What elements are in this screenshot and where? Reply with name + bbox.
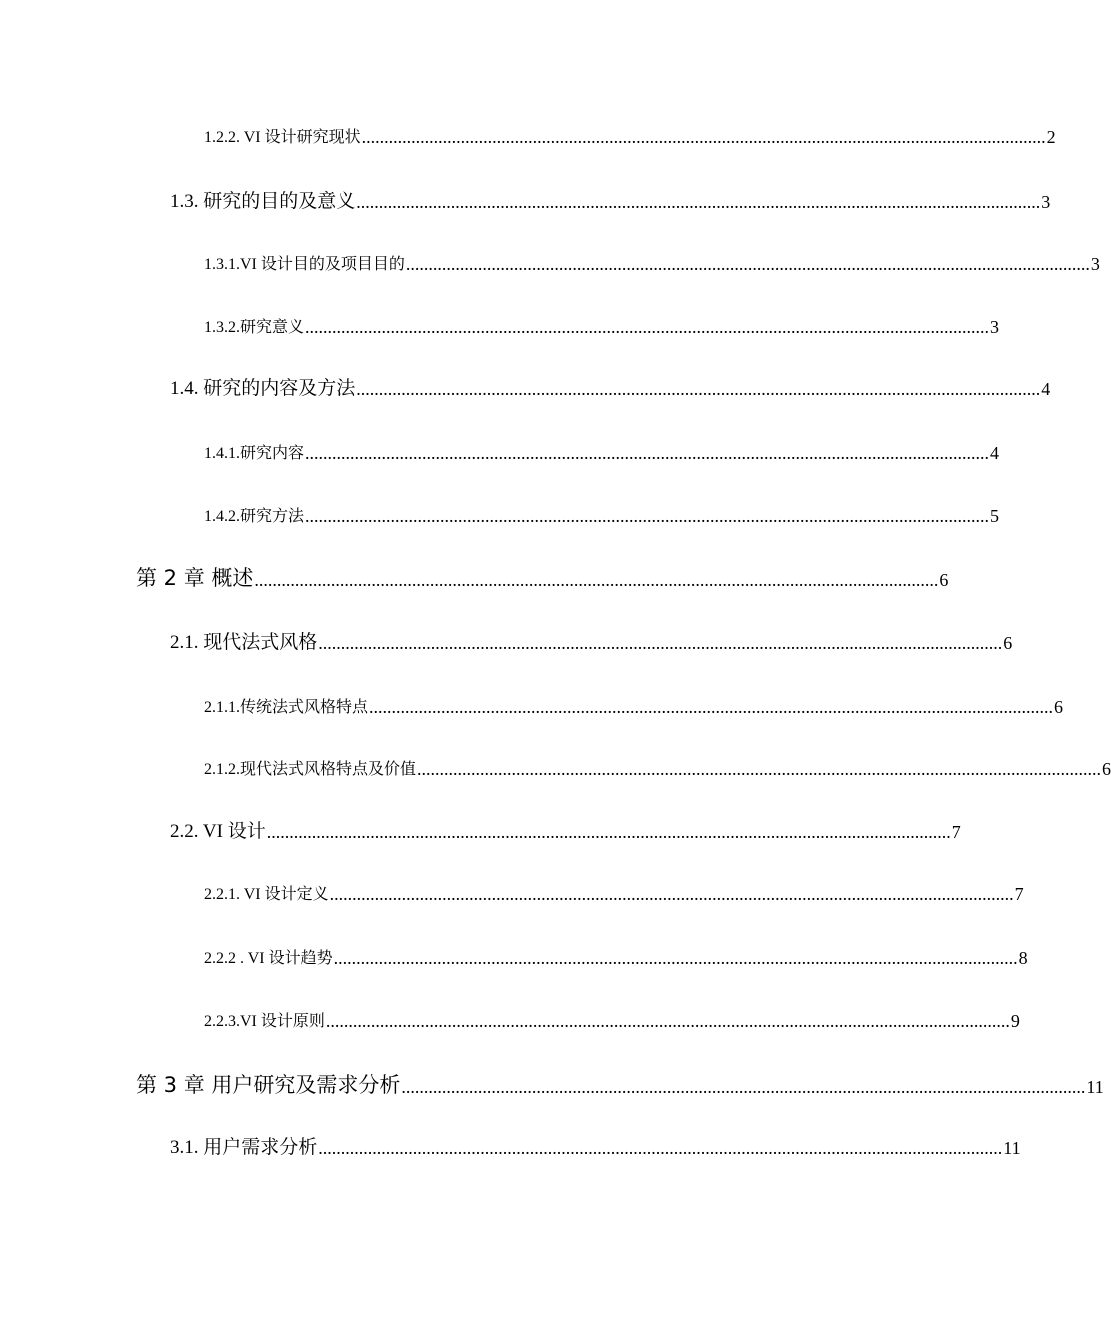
- toc-entry-1-3-1[interactable]: [204, 254, 1100, 274]
- toc-entry-page-number: 3: [1090, 254, 1100, 274]
- toc-entry-page-number: 4: [990, 443, 1000, 463]
- toc-entry-2-2-1[interactable]: [204, 884, 1024, 904]
- toc-entry-1-3[interactable]: [170, 191, 1051, 212]
- dot-leader: ........................................................................................................................................................: [254, 570, 939, 590]
- dot-leader: ........................................................................................................................................................: [318, 1138, 1003, 1158]
- toc-entry-label: 2.2.2 . VI 设计趋势: [204, 950, 333, 967]
- toc-entry-1-4-1[interactable]: [204, 443, 1000, 463]
- toc-entry-1-3-2[interactable]: [204, 317, 1000, 337]
- dot-leader: ........................................................................................................................................................: [325, 1011, 1010, 1031]
- dot-leader: ........................................................................................................................................................: [266, 822, 951, 842]
- toc-entry-label: 第 3 章 用户研究及需求分析: [136, 1073, 401, 1097]
- toc-entry-label: 1.4.2.研究方法: [204, 508, 305, 525]
- toc-entry-page-number: 6: [1054, 697, 1064, 717]
- toc-entry-2-1-2[interactable]: [204, 759, 1111, 779]
- dot-leader: ........................................................................................................................................................: [417, 759, 1102, 779]
- dot-leader: ........................................................................................................................................................: [305, 506, 990, 526]
- toc-entry-2-2[interactable]: [170, 821, 961, 842]
- dot-leader: ........................................................................................................................................................: [369, 697, 1054, 717]
- toc-entry-label: 1.2.2. VI 设计研究现状: [204, 129, 361, 146]
- toc-entry-page-number: 11: [1086, 1077, 1104, 1097]
- toc-entry-label: 2.2. VI 设计: [170, 821, 266, 842]
- toc-entry-page-number: 3: [1041, 192, 1051, 212]
- toc-entry-label: 1.3.2.研究意义: [204, 319, 305, 336]
- toc-entry-page-number: 6: [1102, 759, 1111, 779]
- dot-leader: ........................................................................................................................................................: [333, 948, 1018, 968]
- toc-entry-label: 3.1. 用户需求分析: [170, 1137, 318, 1158]
- toc-entry-label: 2.1.1.传统法式风格特点: [204, 699, 369, 716]
- dot-leader: ........................................................................................................................................................: [356, 379, 1041, 399]
- toc-entry-2-2-2[interactable]: [204, 948, 1028, 968]
- dot-leader: ........................................................................................................................................................: [329, 884, 1014, 904]
- dot-leader: ........................................................................................................................................................: [356, 192, 1041, 212]
- toc-entry-label: 2.2.3.VI 设计原则: [204, 1013, 325, 1030]
- dot-leader: ........................................................................................................................................................: [405, 254, 1090, 274]
- toc-entry-label: 1.4. 研究的内容及方法: [170, 378, 356, 399]
- toc-entry-2-1[interactable]: [170, 632, 1013, 653]
- toc-entry-page-number: 6: [1003, 633, 1013, 653]
- toc-entry-page-number: 7: [1014, 884, 1024, 904]
- toc-entry-label: 第 2 章 概述: [136, 566, 254, 590]
- dot-leader: ........................................................................................................................................................: [305, 443, 990, 463]
- toc-entry-label: 1.3.1.VI 设计目的及项目目的: [204, 256, 405, 273]
- toc-entry-label: 1.4.1.研究内容: [204, 445, 305, 462]
- dot-leader: ........................................................................................................................................................: [318, 633, 1003, 653]
- toc-entry-label: 1.3. 研究的目的及意义: [170, 191, 356, 212]
- toc-entry-page-number: 3: [990, 317, 1000, 337]
- toc-entry-3-1[interactable]: [170, 1137, 1021, 1158]
- toc-entry-page-number: 9: [1010, 1011, 1020, 1031]
- toc-entry-1-2-2[interactable]: [204, 127, 1056, 147]
- toc-entry-label: 2.2.1. VI 设计定义: [204, 886, 329, 903]
- toc-entry-1-4[interactable]: [170, 378, 1051, 399]
- toc-entry-2-2-3[interactable]: [204, 1011, 1020, 1031]
- toc-entry-page-number: 11: [1003, 1138, 1021, 1158]
- toc-entry-chapter-2[interactable]: [136, 566, 949, 590]
- toc-entry-page-number: 7: [951, 822, 961, 842]
- toc-entry-chapter-3[interactable]: [136, 1073, 1104, 1097]
- toc-entry-page-number: 4: [1041, 379, 1051, 399]
- toc-entry-page-number: 8: [1018, 948, 1028, 968]
- dot-leader: ........................................................................................................................................................: [401, 1077, 1086, 1097]
- toc-entry-page-number: 6: [939, 570, 949, 590]
- toc-entry-2-1-1[interactable]: [204, 697, 1064, 717]
- dot-leader: ........................................................................................................................................................: [361, 127, 1046, 147]
- toc-entry-page-number: 5: [990, 506, 1000, 526]
- dot-leader: ........................................................................................................................................................: [305, 317, 990, 337]
- toc-entry-page-number: 2: [1046, 127, 1056, 147]
- toc-entry-1-4-2[interactable]: [204, 506, 1000, 526]
- toc-entry-label: 2.1. 现代法式风格: [170, 632, 318, 653]
- toc-entry-label: 2.1.2.现代法式风格特点及价值: [204, 761, 417, 778]
